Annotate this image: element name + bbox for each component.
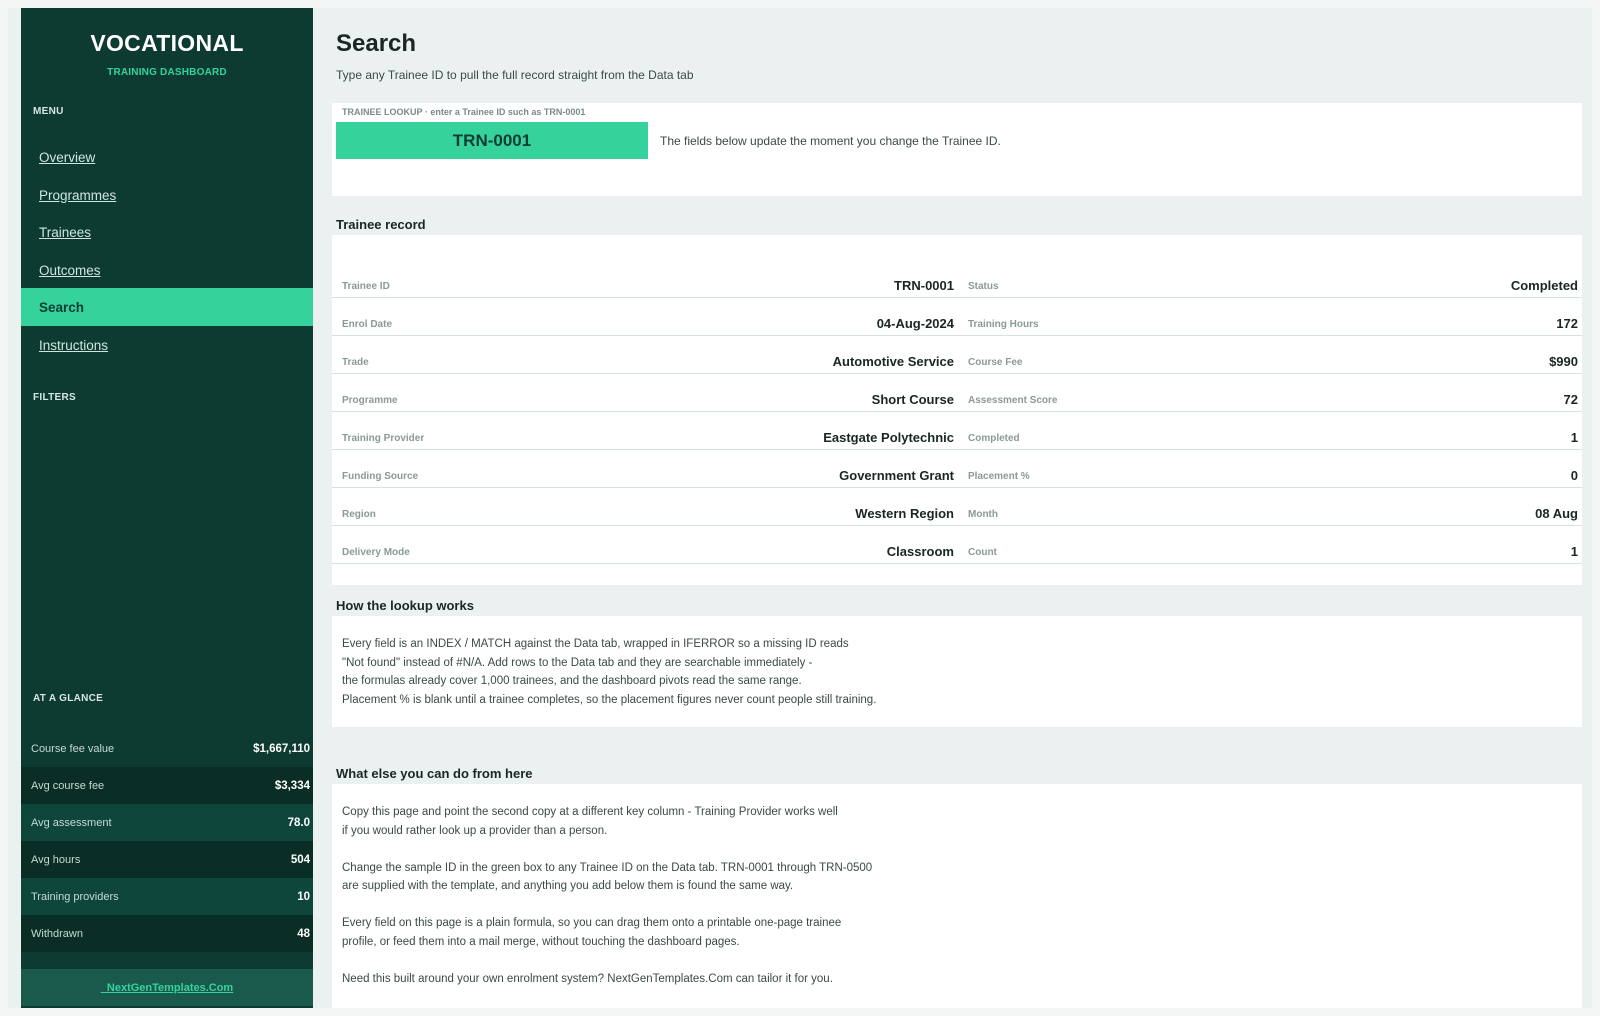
glance-value: $3,334 <box>274 779 310 792</box>
record-value: $990 <box>1549 354 1578 369</box>
record-row <box>332 298 958 336</box>
brand-title: VOCATIONAL <box>90 30 244 56</box>
record-label: Assessment Score <box>968 395 1058 406</box>
sidebar-item-outcomes[interactable]: Outcomes <box>39 262 101 278</box>
trainee-id-input[interactable] <box>336 122 648 159</box>
record-row <box>332 336 958 374</box>
record-label: Funding Source <box>342 471 419 482</box>
record-row <box>958 298 1582 336</box>
record-row <box>332 260 958 298</box>
record-value: TRN-0001 <box>894 278 954 293</box>
record-value: 0 <box>1570 468 1578 483</box>
record-value: Automotive Service <box>832 354 954 369</box>
record-value: Short Course <box>871 392 954 407</box>
else-line: Copy this page and point the second copy at a different key column - Training Provider works well <box>342 806 838 818</box>
glance-value: 78.0 <box>287 816 310 829</box>
how-line: "Not found" instead of #N/A. Add rows to the Data tab and they are searchable immediately - <box>342 656 813 669</box>
glance-row-course-fee-value <box>21 730 313 767</box>
record-value: 1 <box>1570 430 1578 445</box>
record-label: Region <box>342 509 376 520</box>
sidebar-item-search[interactable]: Search <box>21 288 313 326</box>
record-label: Placement % <box>968 471 1030 482</box>
menu-section-label: MENU <box>33 106 64 117</box>
else-line: Need this built around your own enrolment system? NextGenTemplates.Com can tailor it for you. <box>342 972 833 985</box>
record-value: 1 <box>1570 544 1578 559</box>
record-label: Completed <box>968 433 1020 444</box>
record-value: Eastgate Polytechnic <box>823 430 954 445</box>
else-line: Change the sample ID in the green box to any Trainee ID on the Data tab. TRN-0001 through TRN-0500 <box>342 861 873 874</box>
glance-row-avg-hours <box>21 841 313 878</box>
record-value: Western Region <box>855 506 954 521</box>
sidebar-item-trainees[interactable]: Trainees <box>39 224 92 240</box>
sidebar-item-overview[interactable]: Overview <box>39 149 96 165</box>
glance-row-training-providers <box>21 878 313 915</box>
record-row <box>958 412 1582 450</box>
how-panel <box>332 616 1582 727</box>
record-row <box>958 488 1582 526</box>
record-value: 04-Aug-2024 <box>876 316 954 331</box>
glance-label: Avg hours <box>31 853 81 866</box>
how-heading: How the lookup works <box>336 598 474 613</box>
record-label: Training Provider <box>342 433 425 444</box>
else-line: Every field on this page is a plain formula, so you can drag them onto a printable one-page trainee <box>342 917 842 929</box>
record-value: Classroom <box>886 544 954 559</box>
lookup-label: TRAINEE LOOKUP · enter a Trainee ID such as TRN-0001 <box>342 107 586 117</box>
glance-value: 504 <box>290 853 310 866</box>
record-row <box>332 450 958 488</box>
main-content <box>328 8 1592 1008</box>
how-line: Every field is an INDEX / MATCH against the Data tab, wrapped in IFERROR so a missing ID reads <box>342 638 849 650</box>
record-panel <box>332 235 1582 585</box>
else-line: profile, or feed them into a mail merge, without touching the dashboard pages. <box>342 935 740 948</box>
glance-value: $1,667,110 <box>253 742 310 755</box>
record-label: Course Fee <box>968 357 1023 368</box>
how-line: Placement % is blank until a trainee completes, so the placement figures never count people still training. <box>342 693 877 706</box>
glance-value: 10 <box>297 890 310 903</box>
page-title: Search <box>336 30 417 57</box>
lookup-note: The fields below update the moment you change the Trainee ID. <box>660 134 1001 148</box>
record-label: Trade <box>342 357 369 368</box>
glance-label: Training providers <box>31 890 119 903</box>
record-label: Trainee ID <box>342 281 390 292</box>
glance-row-withdrawn <box>21 915 313 952</box>
sidebar-item-instructions[interactable]: Instructions <box>39 337 109 353</box>
record-row <box>332 374 958 412</box>
record-value: 72 <box>1563 392 1578 407</box>
footer-website-link[interactable]: _NextGenTemplates.Com <box>21 969 313 1006</box>
record-row <box>958 374 1582 412</box>
else-line: are supplied with the template, and anything you add below them is found the same way. <box>342 880 794 892</box>
record-label: Month <box>968 509 998 520</box>
filters-section-label: FILTERS <box>33 392 77 403</box>
record-row <box>958 260 1582 298</box>
record-label: Status <box>968 281 999 292</box>
glance-label: Avg course fee <box>31 779 105 792</box>
record-value: 172 <box>1556 316 1578 331</box>
glance-row-avg-assessment <box>21 804 313 841</box>
app-frame <box>8 8 1592 1008</box>
glance-value: 48 <box>297 927 310 940</box>
else-heading: What else you can do from here <box>336 766 533 781</box>
record-label: Delivery Mode <box>342 547 410 558</box>
page-subtitle: Type any Trainee ID to pull the full record straight from the Data tab <box>336 68 694 82</box>
how-line: the formulas already cover 1,000 trainees, and the dashboard pivots read the same range. <box>342 675 802 687</box>
record-label: Training Hours <box>968 319 1039 330</box>
record-row <box>332 526 958 564</box>
record-label: Enrol Date <box>342 319 393 330</box>
record-heading: Trainee record <box>336 217 426 232</box>
record-row <box>332 412 958 450</box>
glance-label: Avg assessment <box>31 816 112 829</box>
brand-subtitle: TRAINING DASHBOARD <box>107 67 227 78</box>
glance-row-avg-course-fee <box>21 767 313 804</box>
lookup-panel <box>332 103 1582 196</box>
glance-section-label: AT A GLANCE <box>33 693 104 704</box>
record-value: Government Grant <box>839 468 954 483</box>
sidebar <box>21 8 313 1008</box>
record-label: Count <box>968 547 997 558</box>
record-row <box>958 336 1582 374</box>
record-row <box>332 488 958 526</box>
else-line: if you would rather look up a provider than a person. <box>342 824 608 837</box>
glance-label: Withdrawn <box>31 927 83 940</box>
record-label: Programme <box>342 395 398 406</box>
record-value: 08 Aug <box>1535 506 1578 521</box>
glance-label: Course fee value <box>31 742 115 755</box>
record-value: Completed <box>1510 278 1578 293</box>
else-panel <box>332 784 1582 1008</box>
record-row <box>958 526 1582 564</box>
record-row <box>958 450 1582 488</box>
sidebar-item-programmes[interactable]: Programmes <box>39 187 117 203</box>
